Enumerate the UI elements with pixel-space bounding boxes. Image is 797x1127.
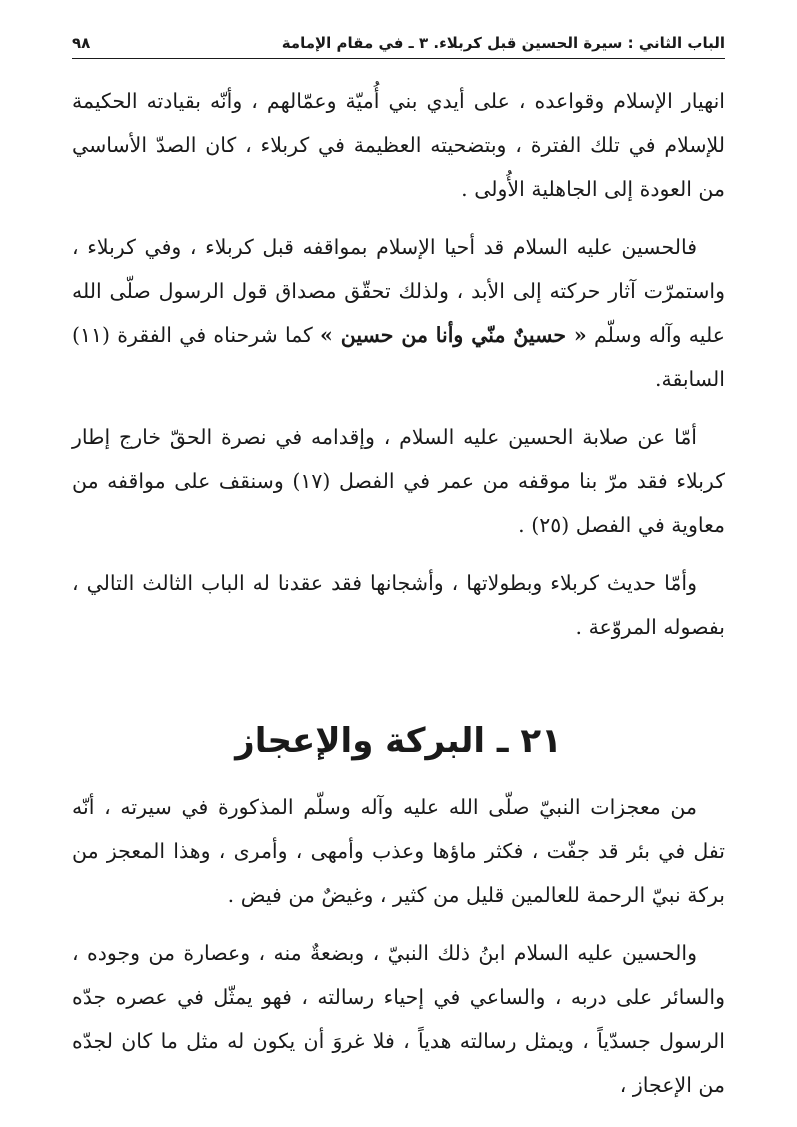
hadith-quote: « حسينٌ منّي وأنا من حسين » [320, 323, 587, 347]
header-title: الباب الثاني : سيرة الحسين قبل كربلاء. ٣ ـ في مقام الإمامة [281, 34, 725, 52]
book-page [72, 28, 725, 1107]
paragraph-2 [72, 225, 725, 401]
paragraph-3: أمّا عن صلابة الحسين عليه السلام ، وإقدامه في نصرة الحقّ خارج إطار كربلاء فقد مرّ بنا موقفه من عمر في الفصل (١٧) وسنقف على مواقفه من معاوية في الفصل (٢٥) . [72, 425, 725, 537]
paragraph-2-text-before: فالحسين عليه السلام قد أحيا الإسلام بمواقفه قبل كربلاء ، وفي كربلاء ، واستمرّت آثار حركته إلى الأبد ، ولذلك تحقّق مصداق قول الرسول صلّى الله عليه وآله وسلّم [72, 235, 725, 347]
paragraph-4: وأمّا حديث كربلاء وبطولاتها ، وأشجانها فقد عقدنا له الباب الثالث التالي ، بفصوله المروّعة . [72, 571, 725, 639]
section-paragraph-2: والحسين عليه السلام ابنُ ذلك النبيّ ، وبضعةٌ منه ، وعصارة من وجوده ، والسائر على دربه ، والساعي في إحياء رسالته ، فهو يمثّل في عصره جدّه الرسول جسدّياً ، ويمثل رسالته هدياً ، فلا غروَ أن يكون له مثل ما كان لجدّه من الإعجاز ، [72, 941, 725, 1097]
paragraph-1: انهيار الإسلام وقواعده ، على أيدي بني أُميّة وعمّالهم ، وأنّه بقيادته الحكيمة للإسلام في تلك الفترة ، وبتضحيته العظيمة في كربلاء ، كان الصدّ الأساسي من العودة إلى الجاهلية الأُولى . [72, 89, 725, 201]
paragraph-2-text-after: كما شرحناه في الفقرة (١١) السابقة. [72, 323, 725, 391]
section-heading: ٢١ ـ البركة والإعجاز [235, 721, 562, 761]
running-header [72, 28, 725, 59]
section-paragraph-1: من معجزات النبيّ صلّى الله عليه وآله وسلّم المذكورة في سيرته ، أنّه تفل في بئر قد جفّت ، فكثر ماؤها وعذب وأمهى ، وأمرى ، وهذا المعجز من بركة نبيّ الرحمة للعالمين قليل من كثير ، وغيضٌ من فيض . [72, 795, 725, 907]
page-content [72, 79, 725, 1107]
page-number: ٩٨ [72, 34, 91, 52]
